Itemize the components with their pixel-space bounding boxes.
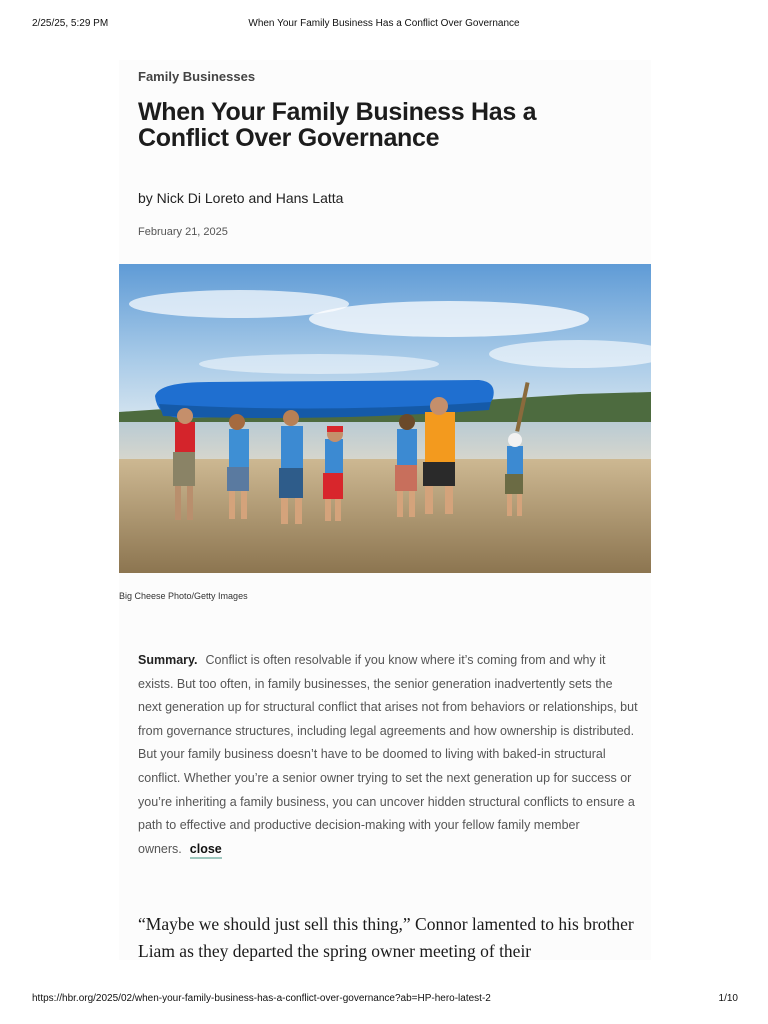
print-page-number: 1/10 [718, 993, 738, 1004]
print-footer [0, 993, 768, 1009]
print-doc-title: When Your Family Business Has a Conflict Over Governance [248, 18, 520, 29]
publish-date: February 21, 2025 [138, 226, 228, 238]
print-header [0, 18, 768, 34]
water [119, 422, 651, 464]
print-datetime: 2/25/25, 5:29 PM [32, 18, 109, 29]
cloud [199, 354, 439, 374]
beach [119, 459, 651, 573]
article-body-start: “Maybe we should just sell this thing,” Connor lamented to his brother Liam as they departed the spring owner meeting of their [138, 914, 634, 961]
summary [138, 649, 638, 861]
topic-link[interactable]: Family Businesses [138, 69, 256, 84]
image-credit: Big Cheese Photo/Getty Images [119, 591, 248, 601]
byline: by Nick Di Loreto and Hans Latta [138, 190, 344, 206]
summary-close-button[interactable]: close [190, 842, 222, 859]
hero-image [119, 264, 651, 573]
cloud [309, 301, 589, 337]
article-title: When Your Family Business Has a Conflict Over Governance [138, 98, 537, 152]
summary-text: Conflict is often resolvable if you know where it’s coming from and why it exists. But too often, in family businesses, the senior generation inadvertently sets the next generation up for structural conflict that arises not from behaviors or relationships, but from governance structures, including legal agreements and how ownership is distributed. But your family business doesn’t have to be doomed to living with baked-in structural conflict. Whether you’re a senior owner trying to set the next generation up for success or you’re inheriting a family business, you can uncover hidden structural conflicts to ensure a path to effective and productive decision-making with your fellow family member owners. [138, 653, 638, 856]
article-page [119, 60, 651, 960]
print-url: https://hbr.org/2025/02/when-your-family-business-has-a-conflict-over-governance?ab=HP-hero-latest-2 [32, 993, 491, 1004]
summary-label: Summary. [138, 653, 198, 667]
